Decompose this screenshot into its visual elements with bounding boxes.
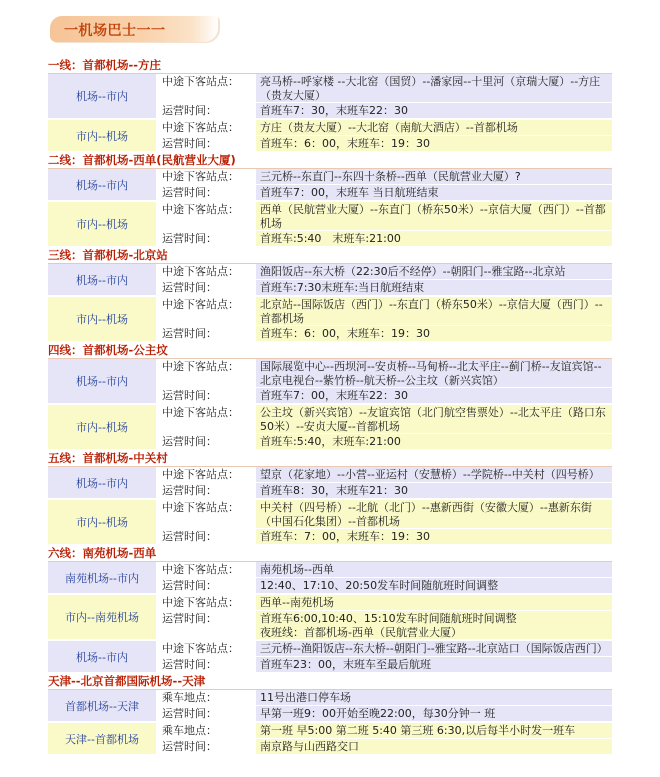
route-field	[158, 185, 612, 200]
route-block	[48, 690, 612, 723]
route-field	[158, 326, 612, 341]
banner-title: 一机场巴士一一	[64, 23, 166, 39]
route-field	[158, 690, 612, 706]
route-field	[158, 611, 612, 639]
section-banner	[50, 16, 218, 42]
field-value: 望京（花家地）--小营--亚运村（安慧桥）--学院桥--中关村（四号桥）	[256, 467, 612, 482]
field-value: 三元桥--渔阳饭店--东大桥--朝阳门--雅宝路--北京站口（国际饭店西门）	[256, 641, 612, 656]
field-label: 运营时间：	[158, 326, 256, 341]
route-block	[48, 169, 612, 202]
route-direction: 首都机场--天津	[48, 690, 158, 721]
line-header: 天津--北京首都国际机场--天津	[48, 674, 612, 690]
route-field	[158, 405, 612, 434]
field-value: 西单--南苑机场	[256, 595, 612, 610]
field-value: 公主坟（新兴宾馆）--友谊宾馆（北门航空售票处）--北太平庄（路口东50米）--安贞大厦--首都机场	[256, 405, 612, 433]
field-label: 运营时间：	[158, 231, 256, 246]
field-label: 运营时间：	[158, 578, 256, 593]
route-field	[158, 120, 612, 136]
route-direction: 机场--市内	[48, 359, 158, 403]
route-direction: 市内--机场	[48, 297, 158, 341]
field-label: 中途下客站点：	[158, 500, 256, 528]
field-value: 首班车:5:40，末班车:21:00	[256, 434, 612, 449]
route-direction: 市内--机场	[48, 120, 158, 151]
field-value: 首班车：6：00，末班车：19：30	[256, 136, 612, 151]
route-field	[158, 359, 612, 388]
field-label: 中途下客站点：	[158, 359, 256, 387]
line-header: 六线：南苑机场-西单	[48, 546, 612, 562]
field-value: 首班车:7:30末班车:当日航班结束	[256, 280, 612, 295]
route-field	[158, 280, 612, 295]
route-direction: 机场--市内	[48, 467, 158, 498]
route-block	[48, 562, 612, 595]
field-label: 运营时间：	[158, 136, 256, 151]
line-header: 四线：首都机场-公主坟	[48, 343, 612, 359]
field-value: 首班车6:00,10:40、15:10发车时间随航班时间调整 夜班线：首都机场-西单（民航营业大厦）	[256, 611, 612, 639]
field-value: 亮马桥--呼家楼 --大北窑（国贸）--潘家园--十里河（京瑞大厦）--方庄（贵友大厦）	[256, 74, 612, 102]
field-label: 运营时间：	[158, 434, 256, 449]
route-block	[48, 641, 612, 674]
route-field	[158, 723, 612, 739]
field-label: 运营时间：	[158, 185, 256, 200]
field-value: 三元桥--东直门--东四十条桥--西单（民航营业大厦）?	[256, 169, 612, 184]
route-block	[48, 500, 612, 546]
field-value: 首班车7：30，末班车22：30	[256, 103, 612, 118]
field-label: 中途下客站点：	[158, 405, 256, 433]
route-block	[48, 264, 612, 297]
field-value: 首班车：6：00，末班车：19：30	[256, 326, 612, 341]
field-label: 中途下客站点：	[158, 467, 256, 482]
line-header: 三线：首都机场-北京站	[48, 248, 612, 264]
route-block	[48, 595, 612, 641]
route-field	[158, 739, 612, 754]
field-value: 首班车7：00，末班车 当日航班结束	[256, 185, 612, 200]
route-field	[158, 578, 612, 593]
route-block	[48, 467, 612, 500]
field-label: 运营时间：	[158, 657, 256, 672]
field-value: 首班车8：30，末班车21：30	[256, 483, 612, 498]
route-block	[48, 74, 612, 120]
route-field	[158, 202, 612, 231]
field-value: 南京路与山西路交口	[256, 739, 612, 754]
field-label: 中途下客站点：	[158, 202, 256, 230]
field-label: 运营时间：	[158, 529, 256, 544]
route-direction: 市内--机场	[48, 202, 158, 246]
route-field	[158, 264, 612, 280]
field-value: 首班车:5:40 末班车:21:00	[256, 231, 612, 246]
field-label: 乘车地点：	[158, 690, 256, 705]
route-field	[158, 74, 612, 103]
route-field	[158, 297, 612, 326]
field-value: 早第一班9：00开始至晚22:00，每30分钟一 班	[256, 706, 612, 721]
field-value: 12:40、17:10、20:50发车时间随航班时间调整	[256, 578, 612, 593]
line-header: 二线：首都机场-西单(民航营业大厦)	[48, 153, 612, 169]
route-block	[48, 202, 612, 248]
field-label: 运营时间：	[158, 706, 256, 721]
bus-lines-table	[48, 58, 612, 756]
route-block	[48, 405, 612, 451]
route-field	[158, 562, 612, 578]
route-field	[158, 483, 612, 498]
field-value: 中关村（四号桥）--北航（北门）--惠新西街（安徽大厦）--惠新东街（中国石化集团）--首都机场	[256, 500, 612, 528]
route-field	[158, 595, 612, 611]
field-label: 运营时间：	[158, 739, 256, 754]
route-block	[48, 723, 612, 756]
route-field	[158, 103, 612, 118]
field-label: 运营时间：	[158, 388, 256, 403]
field-label: 运营时间：	[158, 611, 256, 639]
field-value: 国际展览中心--西坝河--安贞桥--马甸桥--北太平庄--蓟门桥--友谊宾馆--北京电视台--紫竹桥--航天桥--公主坟（新兴宾馆）	[256, 359, 612, 387]
field-value: 西单（民航营业大厦）--东直门（桥东50米）--京信大厦（西门）--首都机场	[256, 202, 612, 230]
route-direction: 机场--市内	[48, 169, 158, 200]
route-field	[158, 434, 612, 449]
route-direction: 机场--市内	[48, 74, 158, 118]
field-value: 第一班 早5:00 第二班 5:40 第三班 6:30,以后每半小时发一班车	[256, 723, 612, 738]
route-direction: 机场--市内	[48, 641, 158, 672]
route-field	[158, 467, 612, 483]
field-value: 首班车23：00，末班车至最后航班	[256, 657, 612, 672]
field-label: 中途下客站点：	[158, 562, 256, 577]
field-value: 首班车：7：00，末班车：19：30	[256, 529, 612, 544]
route-field	[158, 706, 612, 721]
line-header: 一线：首都机场--方庄	[48, 58, 612, 74]
field-value: 11号出港口停车场	[256, 690, 612, 705]
field-value: 北京站--国际饭店（西门）--东直门（桥东50米）--京信大厦（西门）--首都机场	[256, 297, 612, 325]
route-field	[158, 529, 612, 544]
field-label: 运营时间：	[158, 103, 256, 118]
route-direction: 南苑机场--市内	[48, 562, 158, 593]
field-value: 首班车7：00，末班车22：30	[256, 388, 612, 403]
route-field	[158, 169, 612, 185]
route-block	[48, 359, 612, 405]
field-value: 渔阳饭店--东大桥（22:30后不经停）--朝阳门--雅宝路--北京站	[256, 264, 612, 279]
field-label: 中途下客站点：	[158, 641, 256, 656]
route-field	[158, 641, 612, 657]
route-field	[158, 657, 612, 672]
route-field	[158, 136, 612, 151]
field-label: 乘车地点：	[158, 723, 256, 738]
route-field	[158, 388, 612, 403]
route-direction: 市内--机场	[48, 405, 158, 449]
line-header: 五线：首都机场-中关村	[48, 451, 612, 467]
field-label: 运营时间：	[158, 280, 256, 295]
route-block	[48, 120, 612, 153]
field-label: 中途下客站点：	[158, 264, 256, 279]
field-label: 运营时间：	[158, 483, 256, 498]
field-label: 中途下客站点：	[158, 169, 256, 184]
field-label: 中途下客站点：	[158, 120, 256, 135]
route-direction: 天津--首都机场	[48, 723, 158, 754]
field-value: 方庄（贵友大厦）--大北窑（南航大酒店）--首都机场	[256, 120, 612, 135]
route-field	[158, 500, 612, 529]
field-label: 中途下客站点：	[158, 74, 256, 102]
field-label: 中途下客站点：	[158, 595, 256, 610]
route-field	[158, 231, 612, 246]
route-block	[48, 297, 612, 343]
route-direction: 机场--市内	[48, 264, 158, 295]
route-direction: 市内--南苑机场	[48, 595, 158, 639]
field-value: 南苑机场--西单	[256, 562, 612, 577]
route-direction: 市内--机场	[48, 500, 158, 544]
field-label: 中途下客站点：	[158, 297, 256, 325]
